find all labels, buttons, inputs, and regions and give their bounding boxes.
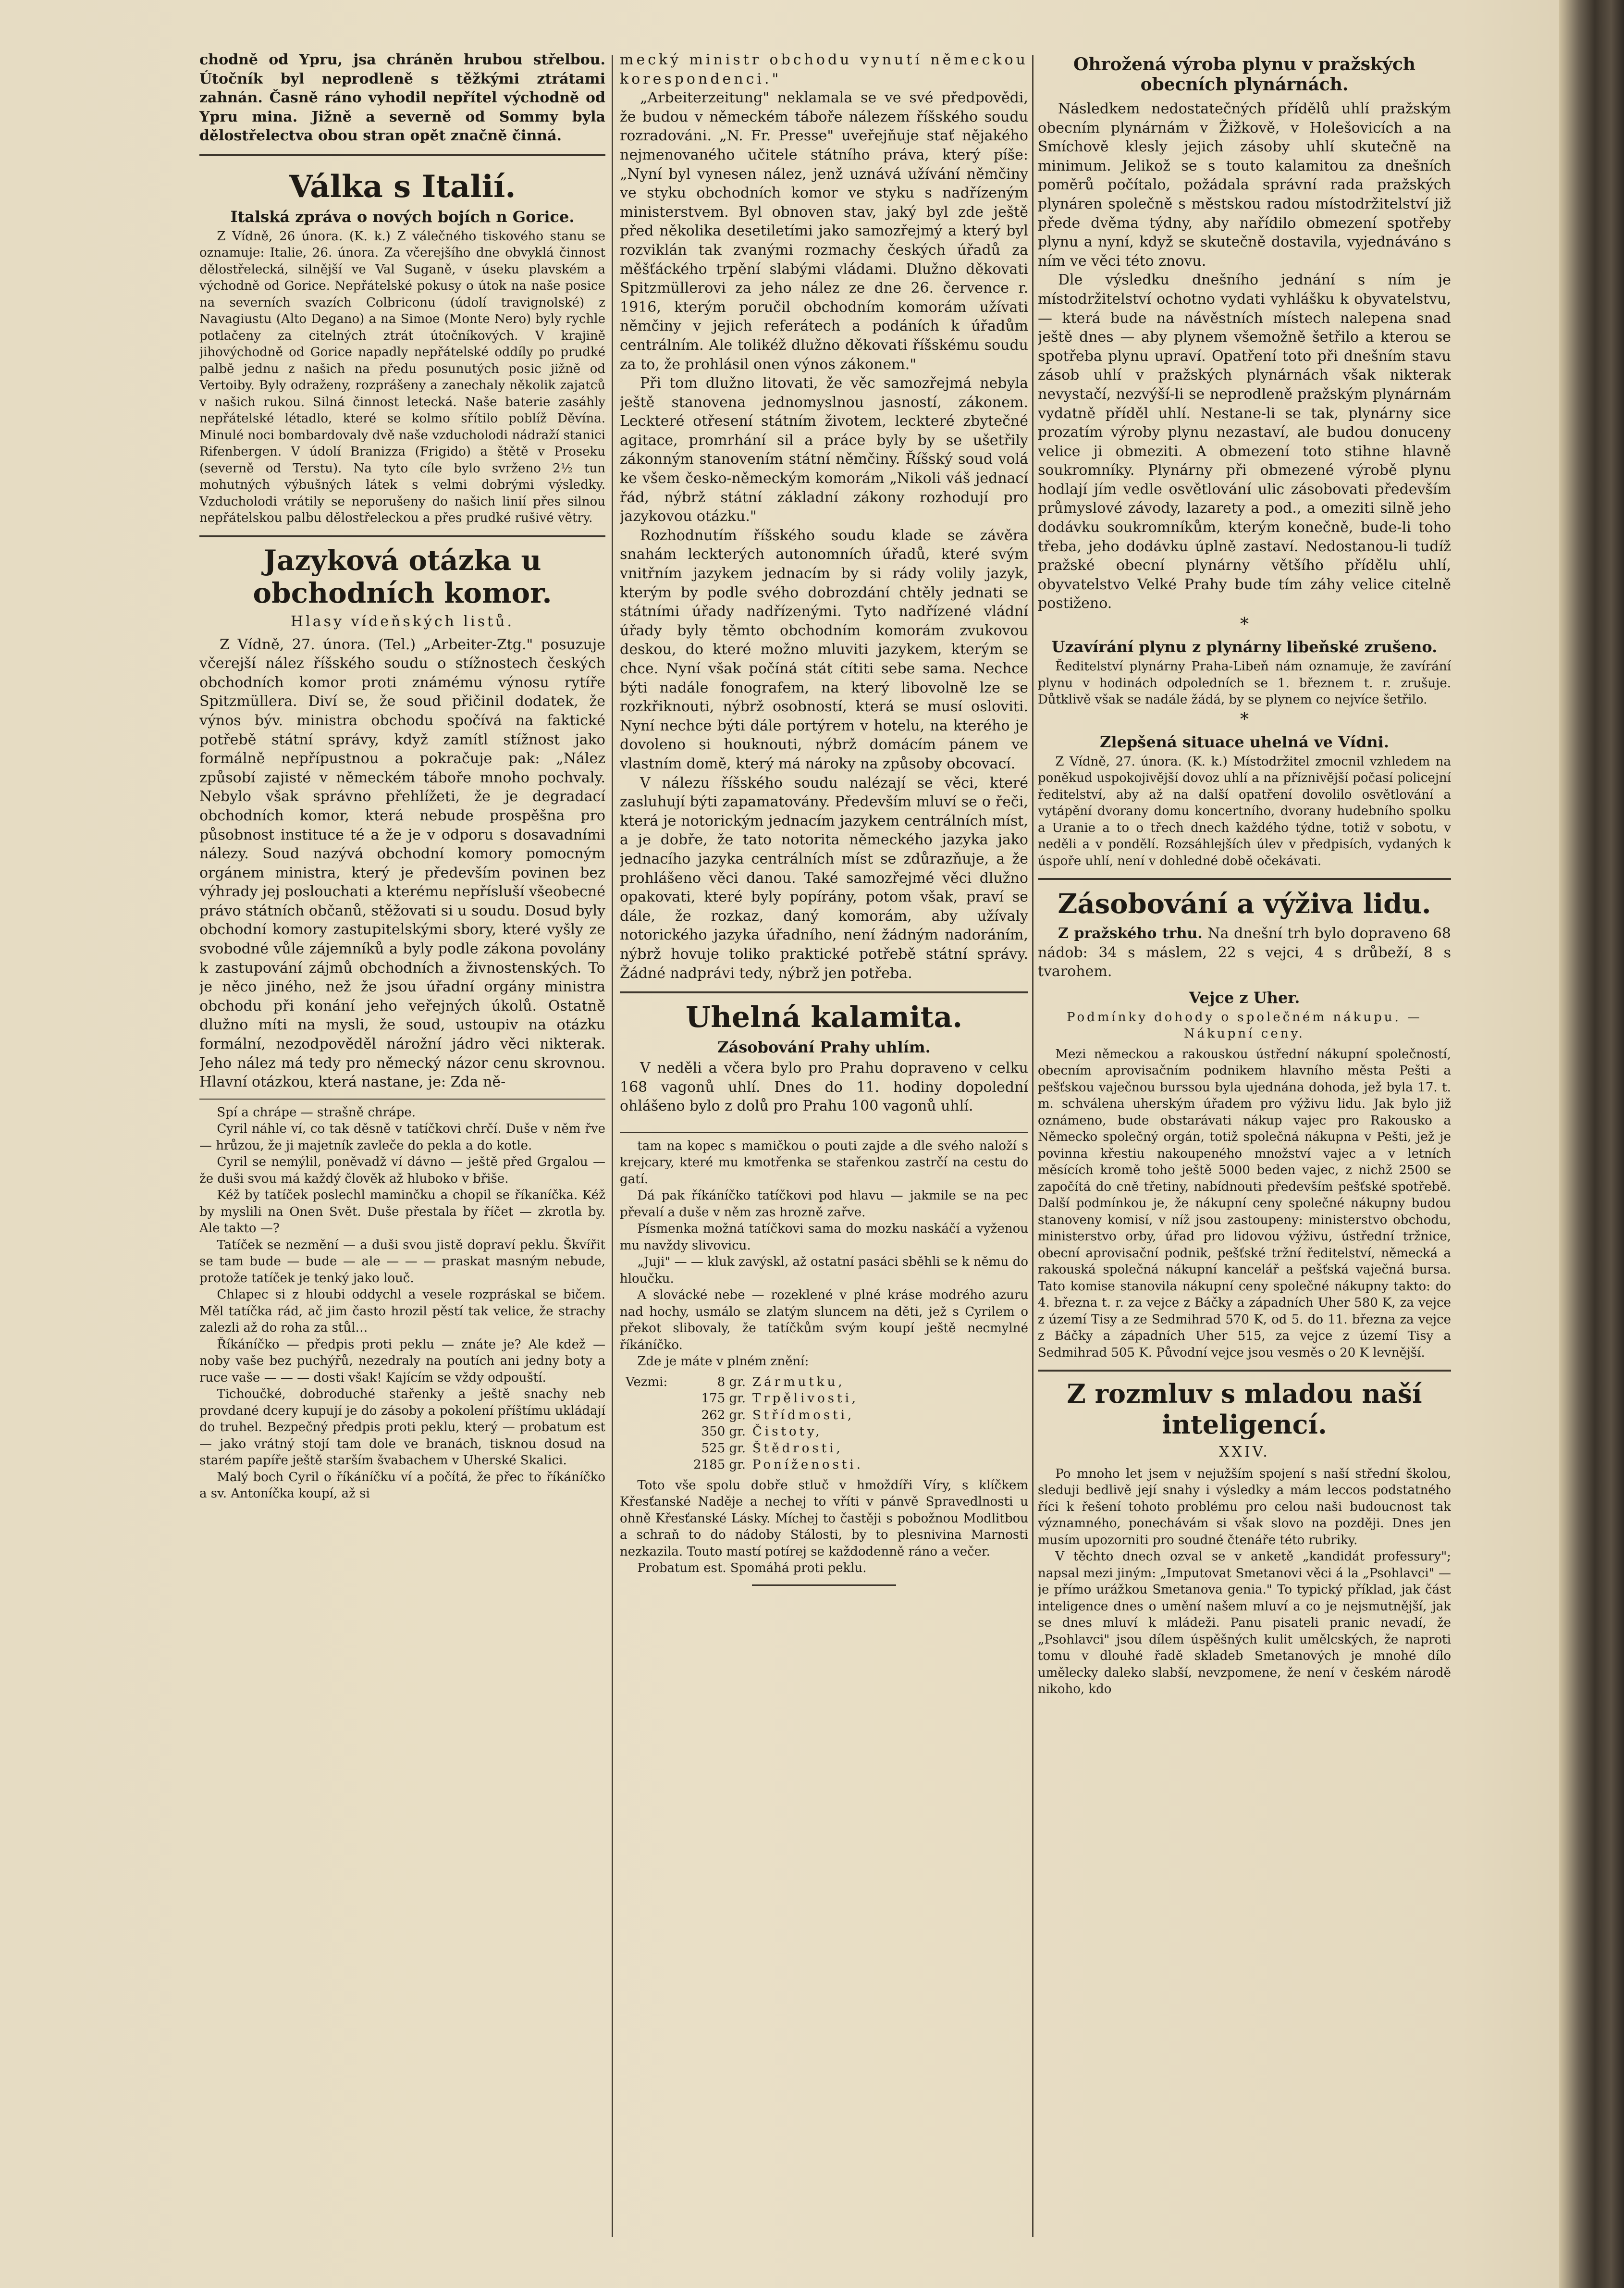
talk-number: XXIV. (1219, 1444, 1270, 1461)
story-paragraph: Tichoučké, dobroduché stařenky a ještě snachy neb provdané dcery kupují je do zásoby a pokolení příštímu ukládají do truhel. Bezpečný předpis proti peklu, který — probatum est — jako vrátný stojí tam dole ve branách, tisknou dosud na starém papíře ještě starším švabachem v Uherské Skalici. (199, 1387, 605, 1468)
language-paragraph: Rozhodnutím říšského soudu klade se závěra snahám leckterých autonomních úřadů, které svým vnitřním jazykem jednacím by si rády volily jazyk, kterým by podle svého dobrozdání chtěly jednati se státními úřady nadřízenými. Tyto nadřízené vládní úřady byly těmto obchodním komorám zvukovou deskou, do které možno mluviti jazykem, kterým se chce. Nyní však počíná stát cítiti sebe sama. Nechce býti nadále fonografem, na který libovolně lze se rozkřiknouti, nýbrž osobností, která se musí osloviti. Nyní nechce býti dále portýrem v hotelu, na kterého je dovoleno si houknouti, nýbrž domácím pánem ve vlastním domě, který má nároky na způsoby obcovací. (620, 527, 1028, 772)
coal-subheadline: Zásobování Prahy uhlím. (717, 1038, 931, 1057)
section-divider (620, 991, 1028, 993)
language-paragraph: Při tom dlužno litovati, že věc samozřejmá nebyla ještě stanovena jednomyslnou jasností, zákonem. Leckteré otřesení státním životem, leckteré zbytečné agitace, promrhání sil a práce byly by se ušetřily zákonným stanovením státní němčiny. Říšský soud volá ke všem česko-německým komorám „Nikoli váš jednací řád, nýbrž státní základní zákony rozhodují pro jazykovou otázku." (620, 375, 1028, 525)
recipe-name: Střídmosti, (752, 1408, 855, 1422)
language-paragraph: Z Vídně, 27. února. (Tel.) „Arbeiter-Ztg." posuzuje včerejší nález říšského soudu o stížnostech českých obchodních komor proti známému výnosu rytíře Spitzmüllera. Diví se, že soud přičinil dodatek, že výnos býv. ministra obchodu spočívá na faktické potřebě státní správy, když zamítl stížnost jako formálně nepřípustnou a pokračuje pak: „Nález způsobí zajisté v německém táboře mnoho pochvaly. Nebylo však správno přehlížeti, že je degradací obchodních komor, která nebude prospěšna pro působnost instituce té a že je v odporu s dosavadními nálezy. Soud nazývá obchodní komory pomocným orgánem ministra, který je především povinen bez výhrady jej poslouchati a kterému nepřísluší všeobecné právo státních občanů, stěžovati si u soudu. Dosud byly obchodní komory zastupitelskými sbory, které vyšly ze svobodné vůle zájemníků a byly podle zákona povolány k zastupování zájmů obchodních a živnostenských. To je něco jiného, než že jsou úřadní orgány ministra obchodu při konání jeho veřejných úkolů. Ostatně dlužno míti na mysli, že soud, ustoupiv na otázku formální, nezodpověděl nárožní jádro věci nikterak. Jeho nález má tedy pro německý názor cenu skrovnou. Hlavní otázkou, která nastane, je: Zda ně- (199, 636, 605, 1091)
recipe-name: Čistoty, (752, 1424, 823, 1439)
recipe-row (626, 1440, 1028, 1457)
section-divider (199, 535, 605, 537)
recipe-row (626, 1457, 1028, 1473)
food-paragraph (1038, 924, 1451, 981)
gas-paragraph: Dle výsledku dnešního jednání s ním je místodržitelství ochotno vydati vyhlášku k obyvatelstvu, — která bude na návěstních místech nalepena snad ještě dnes — aby plynem všemožně šetřilo a kterou se spotřeba plynu upraví. Opatření toto při dnešním stavu zásob uhlí v pražských plynárnách však nikterak nevystačí, nezvýší-li se neprodleně pražským plynárnám vydatně příděl uhlí. Nestane-li se tak, plynárny sice prozatím výroby plynu nezastaví, ale budou donuceny velice ji obmeziti. A obmezení toto stihne hlavně soukromníky. Plynárny při obmezené výrobě plynu hodlají jím vedle osvětlování ulic zásobovati především průmyslové závody, lazarety a pod., a omeziti silně jeho dodávku soukromníkům, kterým konečně, bude-li toho třeba, jeho dodávku úplně zastaví. Nedostanou-li tudíž pražské obecní plynárny většího přídělu uhlí, obyvatelstvo Velké Prahy bude tím záhy velice citelně postiženo. (1038, 272, 1451, 612)
war-headline: Válka s Italií. (289, 168, 516, 205)
story-paragraph: tam na kopec s mamičkou o pouti zajde a dle svého naloží s krejcary, které mu kmotřenka se stařenkou zastrčí na cestu do gatí. (620, 1138, 1028, 1187)
story-paragraph: Kéž by tatíček poslechl maminčku a chopil se říkaníčka. Kéž by myslili na Onen Svět. Duše přestala by říčet — zkrotla by. Ale takto —? (199, 1188, 605, 1236)
food-subheadline: Z pražského trhu. (1058, 925, 1203, 942)
story-paragraph: Tatíček se nezmění — a duši svou jistě dopraví peklu. Škvířit se tam bude — bude — ale — — — praskat masným nebude, protože tatíček je tenký jako louč. (199, 1237, 605, 1286)
story-paragraph: Probatum est. Spomáhá proti peklu. (637, 1561, 867, 1576)
eggs-paragraph: Mezi německou a rakouskou ústřední nákupní společností, obecním aprovisačním podnikem hlavního města Pešti a pešťskou vaječnou burssou byla ujednána dohoda, jež byla 17. t. m. schválena uherským úřadem pro výživu lidu. Jak bylo již oznámeno, bude obstarávati nákup vajec pro Rakousko a Německo společný orgán, totiž společná nákupna v Pešti, jež je povinna křestiu nakoupeného množství vajec a v letních měsících kromě toho ještě 5000 beden vajec, z nichž 2500 se započítá do cně třetiny, nabídnouti především pešťské spotřebě. Další podmínkou je, že nákupní ceny společné nákupny budou stanoveny komisí, v níž jsou zastoupeny: ministerstvo obchodu, ministerstvo orby, úřad pro lidovou výživu, ústřední tržnice, obecní aprovisační podnik, pešťské tržní ředitelství, německá a rakouská společná nákupní kancelář a pešťská vaječná bursa. Tato komise stanovila nákupní ceny společné nákupny takto: do 4. března t. r. za vejce z Báčky a západních Uher 580 K, za vejce z území Tisy a ze Sedmihrad 570 K, od 5. do 11. března za vejce z Báčky a západních Uher 515, za vejce z území Tisy a Sedmihrad 505 K. Původní vejce jsou vesměs o 20 K levnější. (1038, 1047, 1451, 1360)
libe-paragraph: Ředitelství plynárny Praha-Libeň nám oznamuje, že zavírání plynu v hodinách odpoledních se 1. březnem t. r. zrušuje. Důtklivě však se nadále žádá, by se plynem co nejvíce šetřilo. (1038, 659, 1451, 707)
story-paragraph: Dá pak říkáníčko tatíčkovi pod hlavu — jakmile se na pec převalí a duše v něm zas hrozně zařve. (620, 1188, 1028, 1220)
recipe-label: Vezmi: (626, 1374, 668, 1389)
recipe-list (626, 1374, 1028, 1473)
story-paragraph: Malý boch Cyril o říkáníčku ví a počítá, že přec to říkáníčko a sv. Antoníčka koupí, až si (199, 1470, 605, 1501)
story-paragraph: Zde je máte v plném znění: (637, 1354, 809, 1369)
vienna-paragraph: Z Vídně, 27. února. (K. k.) Místodržitel zmocnil vzhledem na poněkud uspokojivější dovoz uhlí a na příznivější počasí policejní ředitelství, aby až na další opatření dovolilo osvětlování a vytápění dvorany domu koncertního, dvorany hudebního spolku a Uranie a to o třech dnech každého týdne, totiž v sobotu, v neděli a v pondělí. Rozsáhlejších úlev v předpisích, vydaných k úspoře uhlí, není v dohledné době očekávati. (1038, 754, 1451, 868)
column-3 (1038, 50, 1451, 2242)
asterisk-separator: * (1240, 615, 1249, 635)
story-paragraph: Toto vše spolu dobře stluč v hmoždíři Víry, s klíčkem Křesťanské Naděje a nechej to vříti v pánvě Spravedlnosti u ohně Křesťanské Lásky. Míchej to častěji s pobožnou Modlitbou a schraň to do nádoby Stálosti, by to plesnivina Marnosti nezkazila. Touto mastí potírej se každodenně ráno a večer. (620, 1478, 1028, 1559)
talk-headline: Z rozmluv s mladou naší inteligencí. (1067, 1378, 1422, 1440)
story-paragraph: A slovácké nebe — rozeklené v plné kráse modrého azuru nad hochy, usmálo se zlatým sluncem na děti, jež s Cyrilem o překot slibovaly, že tatíčkům svým koupí ještě necmylné říkáníčko. (620, 1288, 1028, 1352)
recipe-name: Zármutku, (752, 1374, 845, 1389)
recipe-name: Trpělivosti, (752, 1391, 859, 1406)
eggs-subheadline: Podmínky dohody o společném nákupu. — Nákupní ceny. (1067, 1010, 1422, 1041)
story-paragraph: Spí a chrápe — strašně chrápe. (217, 1105, 416, 1120)
food-headline: Zásobování a výživa lidu. (1058, 888, 1431, 920)
section-divider (1038, 1370, 1451, 1372)
intro-paragraph: chodně od Ypru, jsa chráněn hrubou střelbou. Útočník byl neprodleně s těžkými ztrátami zahnán. Časně ráno vyhodil nepřítel východně od Ypru mina. Jižně a severně od Sommy byla dělostřelectva obou stran opět značně činná. (199, 51, 605, 145)
recipe-name: Štědrosti, (752, 1441, 843, 1456)
language-paragraph: V nálezu říšského soudu nalézají se věci, které zasluhují býti zapamatovány. Především mluví se o řeči, která je notorickým jednacím jazykem centrálních míst, a je dobře, že tato notorita německého jazyka jako jednacího jazyka centrálních míst se zdůrazňuje, a že prohlášeno věci danou. Také samozřejmé věci dlužno opakovati, které byly popírány, potom však, praví se dále, že rozkaz, daný komorám, aby užívaly notorického jazyka úřadního, není žádným nadoráním, nýbrž hovuje toliko praktické potřebě státní správy. Žádné nadprávi tedy, nýbrž jen potřeba. (620, 774, 1028, 982)
language-subheadline: Hlasy vídeňských listů. (290, 613, 515, 630)
feuilleton-divider (199, 1099, 605, 1100)
gas-paragraph: Následkem nedostatečných přídělů uhlí pražským obecním plynárnám v Žižkově, v Holešovicích a na Smíchově klesly jejich zásoby uhlí skutečně na minimum. Jelikož se s touto kalamitou za dnešních poměrů počítalo, požádala správní rada pražských plynáren společně s městskou radou místodržitelství již přede dvěma týdny, aby nařídilo obmezení spotřeby plynu a nyní, když se skutečně dostavila, vyjednáváno s ním ve věci této znovu. (1038, 100, 1451, 270)
food-text: Na dnešní trh bylo dopraveno 68 nádob: 34 s máslem, 22 s vejci, 4 s drůbeží, 8 s tvarohem. (1038, 925, 1451, 980)
story-paragraph: „Juji" — — kluk zavýskl, až ostatní pasáci sběhli se k němu do hloučku. (620, 1255, 1028, 1286)
language-continuation: mecký ministr obchodu vynutí německou korespondenci." (620, 51, 1028, 87)
story-paragraph: Písmenka možná tatíčkovi sama do mozku naskáčí a vyženou mu navždy slivovicu. (620, 1222, 1028, 1253)
language-paragraph: „Arbeiterzeitung" neklamala se ve své předpovědi, že budou v německém táboře nálezem říšského soudu rozradováni. „N. Fr. Presse" uveřejňuje stať nějakého nejmenovaného učitele státního práva, který píše: „Nyní byl vynesen nález, jenž uznává užívání němčiny ve styku obchodních komor ve styku s nadřízeným ministerstvem. Byl obnoven stav, jaký byl zde ještě před několika desetiletími jako samozřejmý a který byl rozviklán tak zvanými rozmachy českých úřadů za měšťáckého trpění slabými vládami. Dlužno děkovati Spitzmüllerovi za jeho nález ze dne 26. července r. 1916, kterým poručil obchodním komorám užívati němčiny v jejich referátech a podáních k úřadům centrálním. Ale tolikéž dlužno děkovati říšskému soudu za to, že prohlásil onen výnos zákonem." (620, 89, 1028, 373)
recipe-row (626, 1390, 1028, 1407)
story-paragraph: Cyril náhle ví, co tak děsně v tatíčkovi chrčí. Duše v něm řve — hrůzou, že ji majetník zavleče do pekla a do kotle. (199, 1122, 605, 1153)
coal-headline: Uhelná kalamita. (685, 1001, 963, 1035)
section-divider (199, 154, 605, 156)
story-paragraph: Chlapec si z hloubi oddychl a vesele rozpráskal se bičem. Měl tatíčka rád, ač jim často hrozil pěstí tak velice, že strachy zalezli až do roha za stůl… (199, 1287, 605, 1336)
feuilleton-divider (620, 1132, 1028, 1133)
libe-headline: Uzavírání plynu z plynárny libeňské zrušeno. (1051, 638, 1438, 656)
talk-paragraph: V těchto dnech ozval se v anketě „kandidát professury"; napsal mezi jiným: „Imputovat Smetanovi věci á la „Psohlavci" — je přímo urážkou Smetanova genia." To typický příklad, jak část inteligence dnes o umění našem mluví a co je nejsmutnější, jak se dnes mluví k mládeži. Panu pisateli pranic nevadí, že „Psohlavci" jsou dílem úspěšných kulit umělcských, že naproti tomu v dlouhé řadě skladeb Smetanových je mnohé dílo umělecky daleko slabší, nevzpomene, že není v českém národě nikoho, kdo (1038, 1549, 1451, 1697)
gas-headline: Ohrožená výroba plynu v pražských obecních plynárnách. (1073, 54, 1415, 95)
column-rule-1 (612, 55, 613, 2237)
story-end-rule (752, 1584, 896, 1586)
recipe-name: Poníženosti. (752, 1458, 864, 1472)
recipe-price: 350 gr. (701, 1424, 746, 1439)
asterisk-separator: * (1240, 709, 1249, 730)
recipe-row (626, 1423, 1028, 1440)
section-divider (1038, 878, 1451, 880)
vienna-headline: Zlepšená situace uhelná ve Vídni. (1100, 732, 1389, 751)
war-subheadline: Italská zpráva o nových bojích n Gorice. (230, 207, 575, 226)
recipe-price: 525 gr. (701, 1441, 746, 1456)
column-2 (620, 50, 1028, 2242)
page-binding-edge (1559, 0, 1624, 2288)
story-paragraph: Cyril se nemýlil, poněvadž ví dávno — ještě před Grgalou — že duši svou má každý člověk až hluboko v břiše. (199, 1155, 605, 1186)
recipe-price: 8 gr. (717, 1374, 746, 1389)
recipe-price: 175 gr. (701, 1391, 746, 1406)
recipe-price: 2185 gr. (693, 1458, 746, 1472)
language-headline: Jazyková otázka u obchodních komor. (253, 544, 552, 609)
recipe-row (626, 1407, 1028, 1424)
story-paragraph: Říkáníčko — předpis proti peklu — znáte je? Ale kdež — noby vaše bez puchýřů, nezedraly na poutích ani jedny boty a ruce vaše — — — dosti však! Kajícím se vždy odpouští. (199, 1337, 605, 1385)
eggs-headline: Vejce z Uher. (1189, 988, 1300, 1007)
recipe-row (626, 1374, 1028, 1391)
column-rule-2 (1032, 55, 1033, 2237)
coal-paragraph: V neděli a včera bylo pro Prahu dopraveno v celku 168 vagonů uhlí. Dnes do 11. hodiny dopolední ohlášeno bylo z dolů pro Prahu 100 vagonů uhlí. (620, 1060, 1028, 1115)
recipe-price: 262 gr. (701, 1408, 746, 1422)
column-1 (199, 50, 605, 2242)
talk-paragraph: Po mnoho let jsem v nejužším spojení s naší střední školou, sleduji bedlivě její snahy i výsledky a mám leccos podstatného říci k řešení tohoto problému pro celou naši budoucnost tak významného, ponechávám si však slovo na později. Dnes jen musím upozorniti pro soudné čtenáře této rubriky. (1038, 1466, 1451, 1547)
war-paragraph: Z Vídně, 26 února. (K. k.) Z válečného tiskového stanu se oznamuje: Italie, 26. února. Za včerejšího dne obvyklá činnost dělostřelecká, silnější ve Val Suganě, v úseku plavském a východně od Gorice. Nepřátelské pokusy o útok na naše posice na severních svazích Colbriconu (údolí travignolské) z Navagiustu (Alto Degano) a na Simoe (Monte Nero) byly rychle potlačeny za citelných ztrát útočníkových. V krajině jihovýchodně od Gorice napadly nepřátelské oddíly po prudké palbě jednu z našich na předu posunutých posic jižně od Vertoiby. Byly odraženy, rozprášeny a zanechaly několik zajatců v našich rukou. Silná činnost letecká. Naše baterie zasáhly nepřátelské létadlo, které se kolmo sřítilo poblíž Děvína. Minulé noci bombardovaly dvě naše vzducholodi nádraží stanici Rifenbergen. V údolí Branizza (Frigido) a štětě v Proseku (severně od Terstu). Na tyto cíle bylo svrženo 2½ tun mohutných výbušných látek s velmi dobrými výsledky. Vzducholodi vrátily se neporušeny do našich linií přes silnou nepřátelskou palbu dělostřeleckou a přes prudké rušivé větry. (199, 229, 605, 526)
